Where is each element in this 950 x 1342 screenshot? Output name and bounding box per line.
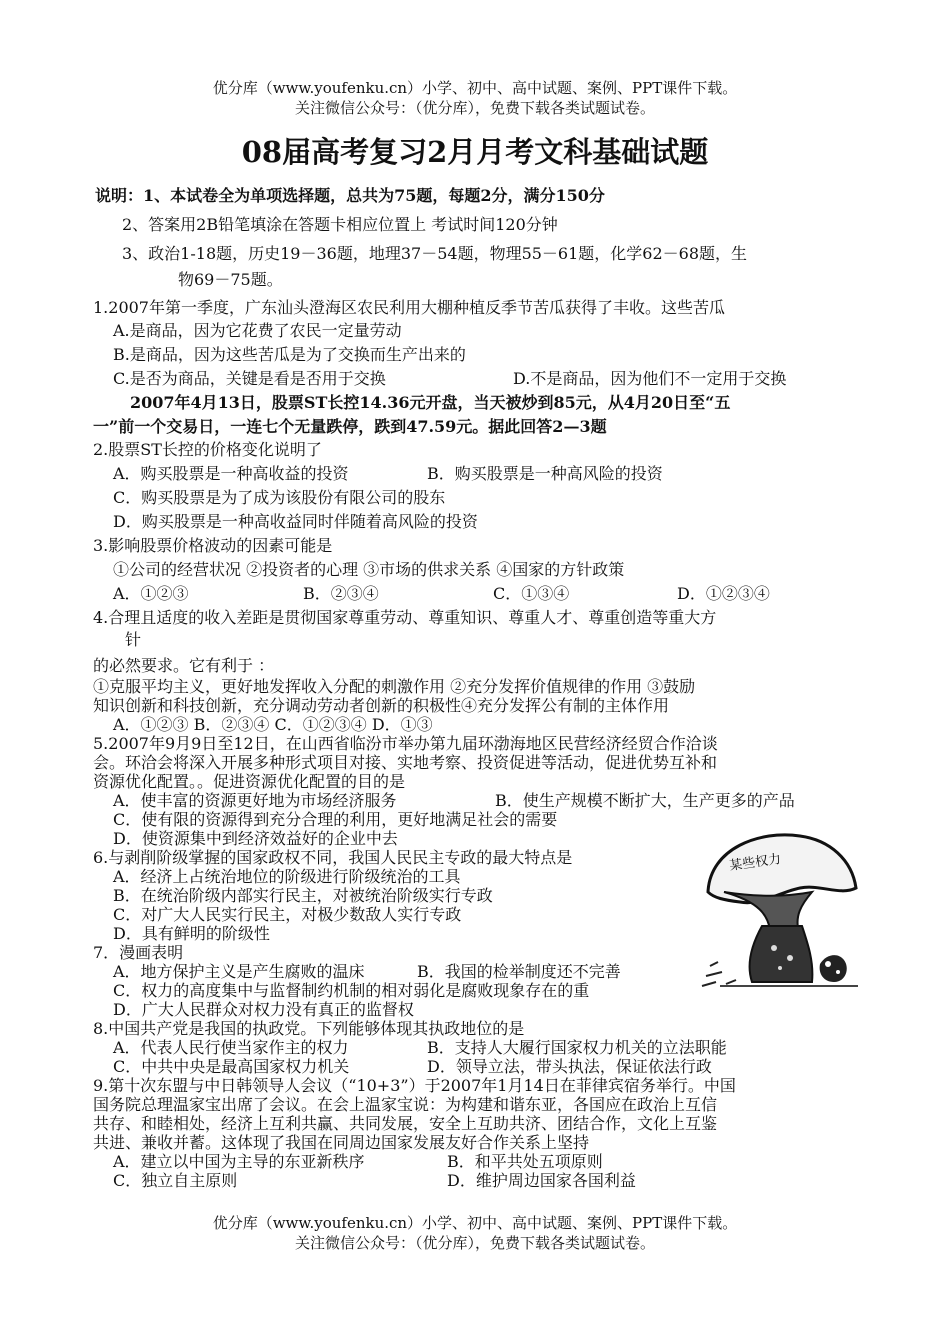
question-9-stem-4: 共进、兼收并蓄。这体现了我国在同周边国家发展友好合作关系上坚持 <box>93 1133 590 1152</box>
question-4-items-1: ①克服平均主义，更好地发挥收入分配的刺激作用 ②充分发挥价值规律的作用 ③鼓励 <box>93 677 696 696</box>
header-line-1: 优分库（www.youfenku.cn）小学、初中、高中试题、案例、PPT课件下载。 <box>212 79 738 97</box>
header-line-2: 关注微信公众号：（优分库），免费下载各类试题试卷。 <box>294 99 655 117</box>
question-2-option-a: A．购买股票是一种高收益的投资 <box>113 464 349 483</box>
footer-line-1: 优分库（www.youfenku.cn）小学、初中、高中试题、案例、PPT课件下载。 <box>212 1214 738 1232</box>
question-6-option-b: B．在统治阶级内部实行民主，对被统治阶级实行专政 <box>113 886 493 905</box>
question-3-option-a: A．①②③ <box>113 584 189 603</box>
question-5-option-b: B．使生产规模不断扩大，生产更多的产品 <box>495 791 795 810</box>
instruction-line-3: 3、政治1-18题，历史19－36题，地理37－54题，物理55－61题，化学62－68题，生 <box>122 244 748 263</box>
question-1-option-d: D.不是商品，因为他们不一定用于交换 <box>513 369 787 388</box>
question-9-option-b: B．和平共处五项原则 <box>447 1152 603 1171</box>
question-2-option-d: D．购买股票是一种高收益同时伴随着高风险的投资 <box>113 512 478 531</box>
question-1-option-b: B.是商品，因为这些苦瓜是为了交换而生产出来的 <box>113 345 466 364</box>
question-4-stem-3: 的必然要求。它有利于 ： <box>93 656 275 675</box>
instruction-line-4: 物69－75题。 <box>178 270 283 289</box>
question-7-option-a: A．地方保护主义是产生腐败的温床 <box>113 962 365 981</box>
question-3-items: ①公司的经营状况 ②投资者的心理 ③市场的供求关系 ④国家的方针政策 <box>113 560 625 579</box>
cartoon-illustration <box>700 826 860 996</box>
question-3-option-d: D．①②③④ <box>677 584 770 603</box>
question-1-option-a: A.是商品，因为它花费了农民一定量劳动 <box>113 321 402 340</box>
footer-line-2: 关注微信公众号：（优分库），免费下载各类试题试卷。 <box>294 1234 655 1252</box>
question-6-option-c: C．对广大人民实行民主，对极少数敌人实行专政 <box>113 905 462 924</box>
question-9-stem-3: 共存、和睦相处，经济上互利共赢、共同发展，安全上互助共济、团结合作，文化上互鉴 <box>93 1114 718 1133</box>
question-3-option-c: C．①③④ <box>493 584 570 603</box>
question-2-option-b: B．购买股票是一种高风险的投资 <box>427 464 663 483</box>
question-5-option-a: A．使丰富的资源更好地为市场经济服务 <box>113 791 397 810</box>
material-line-1: 2007年4月13日，股票ST长控14.36元开盘，当天被炒到85元，从4月20日至“五 <box>130 393 731 412</box>
cartoon-caption: 某些权力 <box>728 851 783 874</box>
mushroom-cartoon-icon <box>700 826 860 996</box>
question-3-option-b: B．②③④ <box>303 584 379 603</box>
material-line-2: 一”前一个交易日，一连七个无量跌停，跌到47.59元。据此回答2—3题 <box>93 417 607 436</box>
question-4-stem-1: 4.合理且适度的收入差距是贯彻国家尊重劳动、尊重知识、尊重人才、尊重创造等重大方 <box>93 608 717 627</box>
question-8-option-b: B．支持人大履行国家权力机关的立法职能 <box>427 1038 727 1057</box>
question-2-option-c: C．购买股票是为了成为该股份有限公司的股东 <box>113 488 446 507</box>
question-2-stem: 2.股票ST长控的价格变化说明了 <box>93 440 322 459</box>
question-9-option-d: D．维护周边国家各国利益 <box>447 1171 636 1190</box>
question-8-option-d: D．领导立法，带头执法，保证依法行政 <box>427 1057 712 1076</box>
question-9-stem-1: 9.第十次东盟与中日韩领导人会议（“10+3”）于2007年1月14日在菲律宾宿务举行。中国 <box>93 1076 736 1095</box>
question-5-stem-3: 资源优化配置。。促进资源优化配置的目的是 <box>93 772 406 791</box>
question-7-option-c: C．权力的高度集中与监督制约机制的相对弱化是腐败现象存在的重 <box>113 981 590 1000</box>
question-1-stem: 1.2007年第一季度，广东汕头澄海区农民利用大棚种植反季节苦瓜获得了丰收。这些苦瓜 <box>93 298 725 317</box>
question-4-stem-2: 针 <box>125 630 142 649</box>
question-5-option-c: C．使有限的资源得到充分合理的利用，更好地满足社会的需要 <box>113 810 558 829</box>
question-6-option-d: D．具有鲜明的阶级性 <box>113 924 270 943</box>
question-5-stem-2: 会。环洽会将深入开展多种形式项目对接、实地考察、投资促进等活动，促进优势互补和 <box>93 753 718 772</box>
question-8-option-a: A．代表人民行使当家作主的权力 <box>113 1038 349 1057</box>
question-5-stem-1: 5.2007年9月9日至12日，在山西省临汾市举办第九届环渤海地区民营经济经贸合作洽谈 <box>93 734 718 753</box>
question-7-option-d: D．广大人民群众对权力没有真正的监督权 <box>113 1000 414 1019</box>
question-5-option-d: D．使资源集中到经济效益好的企业中去 <box>113 829 398 848</box>
page-title: 08届高考复习2月月考文科基础试题 <box>241 135 709 169</box>
question-6-option-a: A．经济上占统治地位的阶级进行阶级统治的工具 <box>113 867 461 886</box>
question-6-stem: 6.与剥削阶级掌握的国家政权不同，我国人民民主专政的最大特点是 <box>93 848 573 867</box>
question-7-option-b: B．我国的检举制度还不完善 <box>417 962 621 981</box>
question-9-stem-2: 国务院总理温家宝出席了会议。在会上温家宝说：为构建和谐东亚，各国应在政治上互信 <box>93 1095 718 1114</box>
question-8-stem: 8.中国共产党是我国的执政党。下列能够体现其执政地位的是 <box>93 1019 525 1038</box>
question-3-stem: 3.影响股票价格波动的因素可能是 <box>93 536 333 555</box>
instruction-line-2: 2、答案用2B铅笔填涂在答题卡相应位置上 考试时间120分钟 <box>122 215 558 234</box>
question-4-options: A．①②③ B．②③④ C．①②③④ D．①③ <box>113 715 433 734</box>
question-7-stem: 7．漫画表明 <box>93 943 184 962</box>
question-1-option-c: C.是否为商品，关键是看是否用于交换 <box>113 369 386 388</box>
question-4-items-2: 知识创新和科技创新，充分调动劳动者创新的积极性④充分发挥公有制的主体作用 <box>93 696 670 715</box>
question-8-option-c: C．中共中央是最高国家权力机关 <box>113 1057 350 1076</box>
question-9-option-a: A．建立以中国为主导的东亚新秩序 <box>113 1152 365 1171</box>
question-9-option-c: C．独立自主原则 <box>113 1171 238 1190</box>
instruction-line-1: 说明：1、本试卷全为单项选择题，总共为75题，每题2分，满分150分 <box>95 186 605 205</box>
